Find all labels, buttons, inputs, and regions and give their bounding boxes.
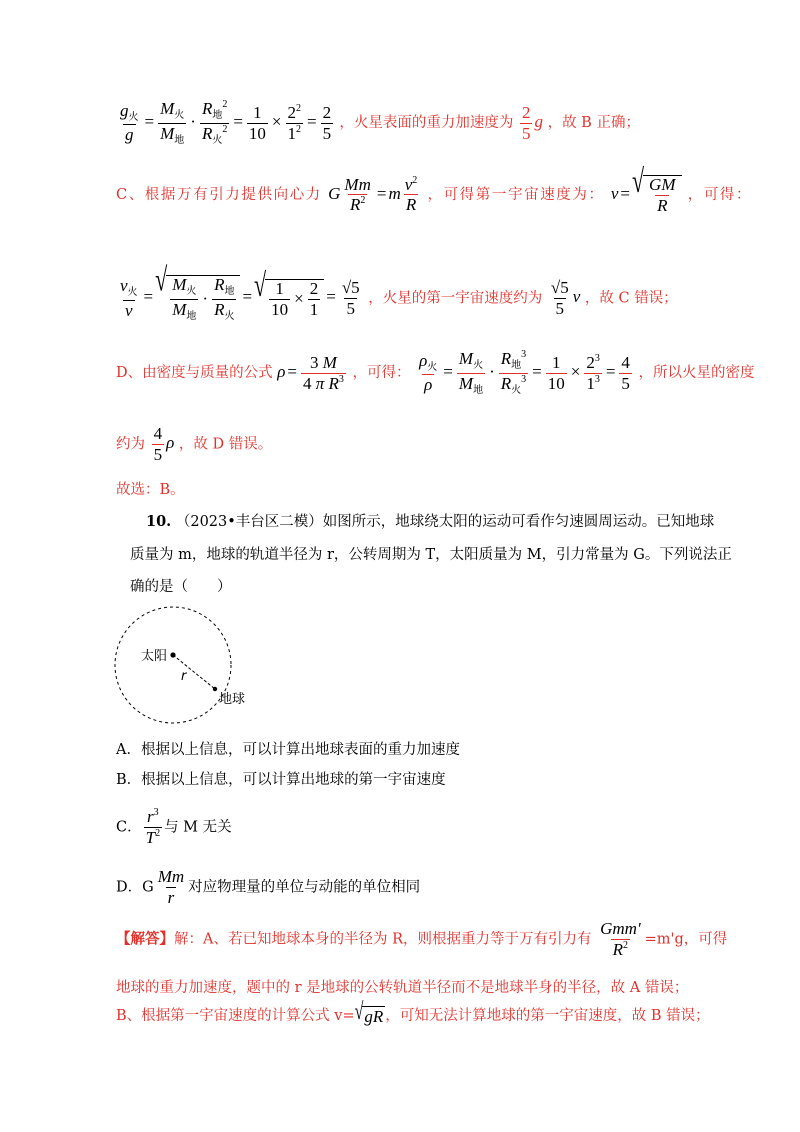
question-10-line2: 质量为 m，地球的轨道半径为 r，公转周期为 T，太阳质量为 M，引力常量为 G。下列说法正 bbox=[130, 547, 732, 563]
answer-line-b bbox=[116, 998, 710, 1027]
formula-sqrt5-v: $\frac{√5}{5}$ v bbox=[550, 278, 581, 318]
formula-four-fifths-rho: $\frac{4}{5}$ ρ bbox=[153, 424, 175, 464]
option-a: A．根据以上信息，可以计算出地球表面的重力加速度 bbox=[116, 742, 460, 758]
formula-centripetal: G $\frac{Mm}{R^2}$ = m $\frac{v^2}{R}$ bbox=[328, 174, 418, 215]
solution-line-b bbox=[116, 100, 640, 146]
option-c-suffix: 与 M 无关 bbox=[164, 819, 232, 836]
formula-density: ρ = $\frac{3 M}{4 \pi R^3}$ bbox=[277, 352, 344, 393]
text-d2-head: 约为 bbox=[116, 436, 145, 453]
answer-b-tail: ，可知无法计算地球的第一宇宙速度，故 B 错误； bbox=[385, 1008, 710, 1024]
answer-a-tail: =m'g，可得 bbox=[644, 931, 728, 948]
text-d-head: D、由密度与质量的公式 bbox=[116, 364, 273, 381]
option-c-prefix: C． bbox=[116, 819, 142, 836]
radius-label: r bbox=[181, 669, 187, 684]
solution-line-v bbox=[116, 260, 678, 322]
text-c-wrong: ，故 C 错误； bbox=[584, 290, 678, 307]
text-mars-gravity: ，火星表面的重力加速度为 bbox=[339, 114, 514, 131]
solution-line-c bbox=[116, 162, 753, 215]
radius-line bbox=[173, 655, 215, 689]
option-c bbox=[116, 808, 232, 847]
formula-gmm-over-r: $\frac{Mm}{r}$ bbox=[157, 867, 185, 907]
question-10-line3: 确的是（ ） bbox=[130, 579, 232, 595]
answer-line-a bbox=[116, 920, 727, 959]
text-c-head: C、根据万有引力提供向心力 bbox=[116, 186, 322, 203]
answer-b-text: B、根据第一宇宙速度的计算公式 v= bbox=[116, 1008, 355, 1024]
text-c-mid: ，可得第一宇宙速度为： bbox=[427, 186, 605, 203]
option-d-prefix: D．G bbox=[116, 879, 154, 896]
formula-density-ratio: $\frac{\rho_火}{\rho}$ = $\frac{M_火}{M_地}$ · $\frac{R_地^3}{R_火^3}$ = $\frac{1}{10}$ × $\frac{2^3}{1^3}$ = $\frac{4}{5}$ bbox=[419, 349, 630, 396]
text-b-correct: ，故 B 正确； bbox=[547, 114, 640, 131]
formula-first-cosmic-velocity: v = √ $\frac{GM}{R}$ bbox=[611, 184, 682, 203]
option-d bbox=[116, 868, 420, 907]
question-text-1: （2023•丰台区二模）如图所示，地球绕太阳的运动可看作匀速圆周运动。已知地球 bbox=[175, 514, 715, 530]
orbit-circle bbox=[115, 607, 231, 723]
text-d-wrong: ，故 D 错误。 bbox=[178, 436, 273, 453]
text-d-mid: ，可得： bbox=[352, 364, 411, 381]
answer-tag: 【解答】 bbox=[116, 930, 174, 948]
formula-velocity-ratio: $\frac{v_火}{v}$ = √ $\frac{M_火}{M_地}$ · $\frac{R_地}{R_火}$ = √ $\frac{1}{10}$ × $\frac{2}{1}$ = $\frac{√5}{5}$ bbox=[120, 260, 360, 322]
solution-line-d2 bbox=[116, 425, 272, 464]
text-choose-b: 故选：B。 bbox=[116, 482, 185, 498]
sun-label: 太阳 bbox=[141, 649, 168, 664]
formula-r3-over-t2: $\frac{r^3}{T^2}$ bbox=[145, 807, 161, 847]
answer-line-a2: 地球的重力加速度，题中的 r 是地球的公转轨道半径而不是地球半身的半径，故 A 错误； bbox=[116, 980, 689, 996]
text-c-end: ，可得： bbox=[687, 186, 753, 203]
formula-sqrt-gr: √ gR bbox=[354, 998, 384, 1026]
solution-line-d bbox=[116, 350, 755, 396]
formula-gravity-ratio: $\frac{g_火}{g}$ = $\frac{M_火}{M_地}$ · $\frac{R_地^2}{R_火^2}$ = $\frac{1}{10}$ × $\frac{2^2}{1^2}$ = $\frac{2}{5}$ bbox=[120, 99, 332, 146]
text-v-tail: ，火星的第一宇宙速度约为 bbox=[368, 290, 543, 307]
question-number: 10. bbox=[146, 513, 172, 530]
text-d-end: ，所以火星的密度 bbox=[638, 364, 755, 381]
answer-a-text: 解：A、若已知地球本身的半径为 R，则根据重力等于万有引力有 bbox=[174, 931, 592, 948]
orbit-figure bbox=[105, 597, 245, 737]
question-10-line1 bbox=[146, 510, 714, 531]
earth-label: 地球 bbox=[219, 692, 245, 707]
formula-gmm-prime: $\frac{\text{Gmm'}}{R^2}$ bbox=[600, 919, 641, 959]
formula-two-fifths-g: $\frac{2}{5}$ g bbox=[521, 102, 543, 143]
option-b: B．根据以上信息，可以计算出地球的第一宇宙速度 bbox=[116, 772, 446, 788]
option-d-suffix: 对应物理量的单位与动能的单位相同 bbox=[188, 879, 421, 896]
